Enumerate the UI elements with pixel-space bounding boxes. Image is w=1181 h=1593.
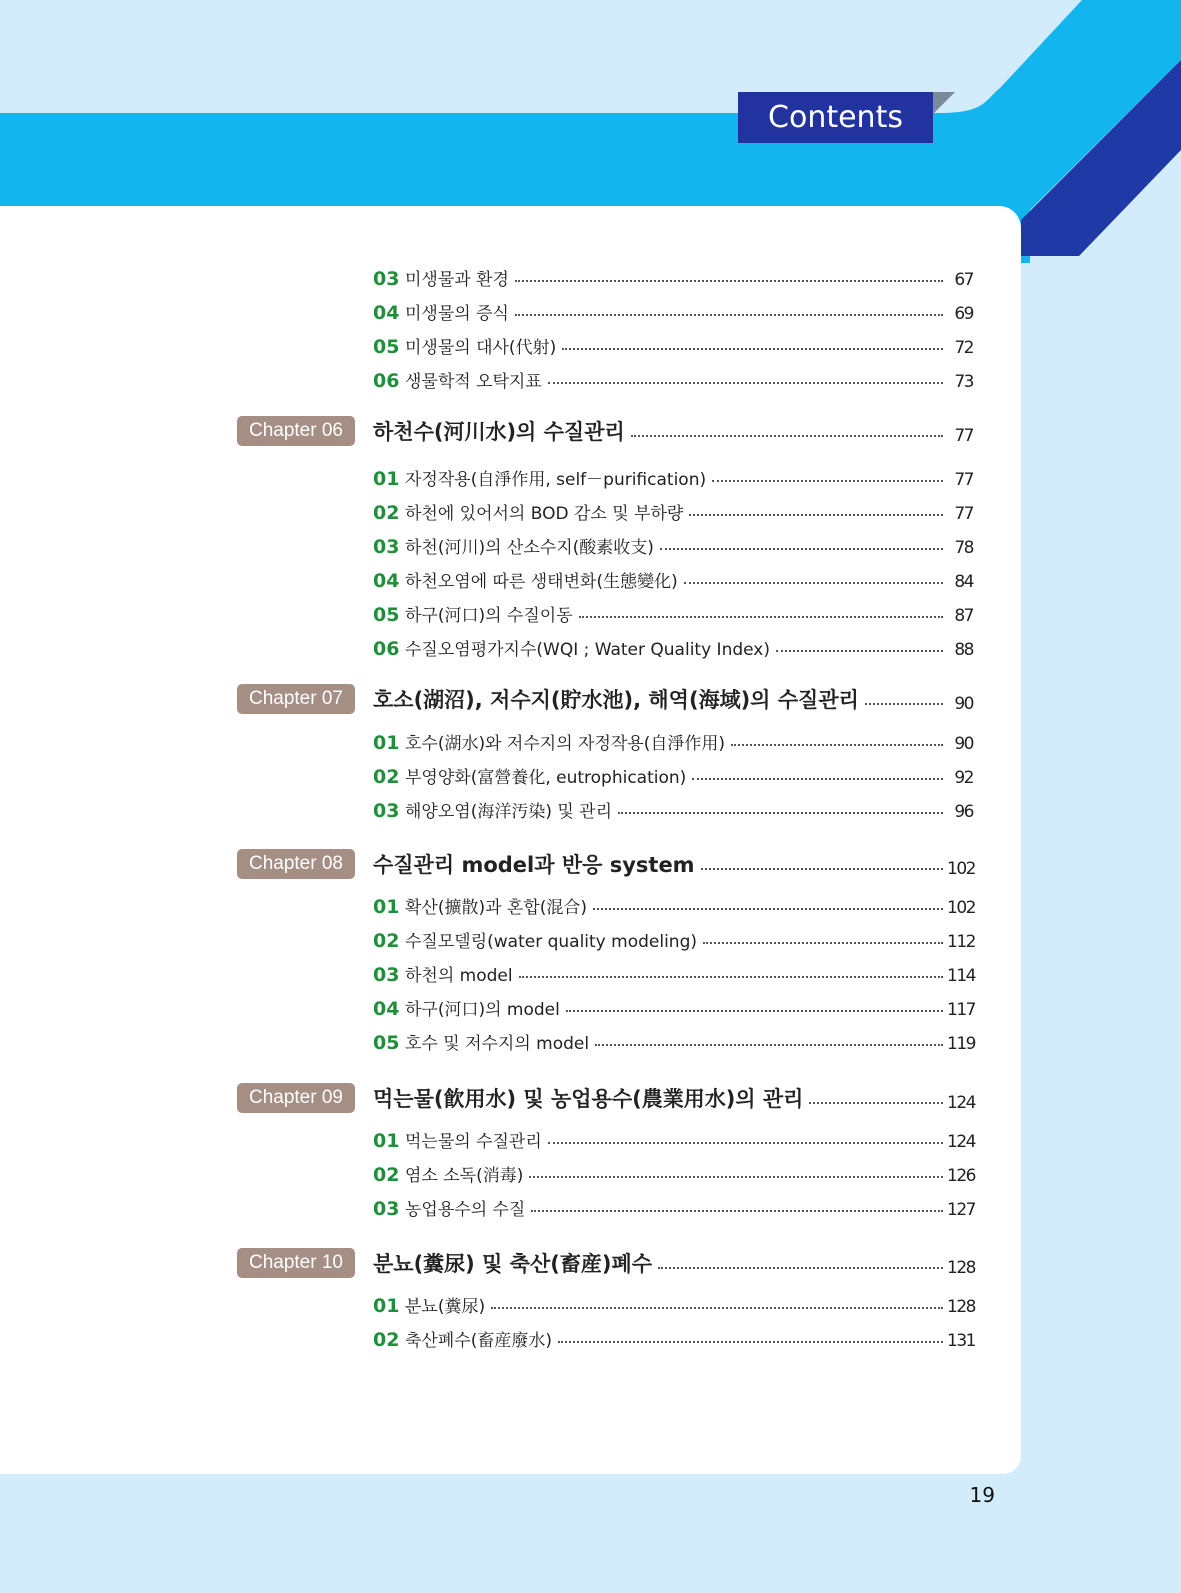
chapter-page: 128 bbox=[947, 1258, 975, 1278]
toc-item[interactable] bbox=[373, 362, 973, 392]
item-title: 하구(河口)의 model bbox=[405, 1000, 560, 1020]
toc-item[interactable] bbox=[373, 328, 973, 358]
dot-leader bbox=[562, 348, 943, 350]
dot-leader bbox=[593, 908, 943, 910]
item-number: 06 bbox=[373, 370, 400, 392]
item-title: 하천에 있어서의 BOD 감소 및 부하량 bbox=[405, 504, 684, 524]
item-number: 03 bbox=[373, 268, 400, 290]
chapter-08-heading[interactable] bbox=[373, 845, 973, 879]
dot-leader bbox=[684, 582, 943, 584]
item-number: 02 bbox=[373, 502, 400, 524]
dot-leader bbox=[519, 976, 943, 978]
chapter-09-heading[interactable] bbox=[373, 1079, 973, 1113]
item-number: 01 bbox=[373, 468, 400, 490]
item-title: 호수(湖水)와 저수지의 자정작용(自淨作用) bbox=[405, 734, 725, 754]
item-page: 72 bbox=[954, 338, 973, 358]
dot-leader bbox=[515, 280, 943, 282]
toc-item[interactable] bbox=[373, 260, 973, 290]
item-page: 92 bbox=[954, 768, 973, 788]
item-page: 112 bbox=[947, 932, 975, 952]
chapter-title: 분뇨(糞尿) 및 축산(畜産)폐수 bbox=[373, 1252, 653, 1276]
item-title: 농업용수의 수질 bbox=[405, 1200, 526, 1220]
toc-item[interactable] bbox=[373, 1156, 973, 1186]
item-number: 02 bbox=[373, 766, 400, 788]
dot-leader bbox=[658, 1267, 943, 1269]
dot-leader bbox=[529, 1176, 943, 1178]
dot-leader bbox=[692, 778, 943, 780]
dot-leader bbox=[865, 703, 943, 705]
item-title: 하천오염에 따른 생태변화(生態變化) bbox=[405, 572, 678, 592]
item-number: 02 bbox=[373, 1164, 400, 1186]
dot-leader bbox=[703, 942, 943, 944]
chapter-title: 수질관리 model과 반응 system bbox=[373, 853, 695, 877]
item-number: 04 bbox=[373, 998, 400, 1020]
toc-item[interactable] bbox=[373, 630, 973, 660]
dot-leader bbox=[631, 435, 943, 437]
item-number: 02 bbox=[373, 1329, 400, 1351]
chapter-page: 124 bbox=[947, 1093, 975, 1113]
item-title: 확산(擴散)과 혼합(混合) bbox=[405, 898, 588, 918]
dot-leader bbox=[809, 1102, 943, 1104]
toc-item[interactable] bbox=[373, 460, 973, 490]
item-page: 87 bbox=[954, 606, 973, 626]
item-number: 05 bbox=[373, 604, 400, 626]
toc-item[interactable] bbox=[373, 1122, 973, 1152]
item-number: 03 bbox=[373, 536, 400, 558]
item-number: 01 bbox=[373, 896, 400, 918]
dot-leader bbox=[515, 314, 943, 316]
item-page: 128 bbox=[947, 1297, 975, 1317]
item-page: 84 bbox=[954, 572, 973, 592]
chapter-06-chip: Chapter 06 bbox=[237, 416, 355, 446]
item-number: 03 bbox=[373, 800, 400, 822]
chapter-page: 90 bbox=[954, 694, 973, 714]
item-number: 01 bbox=[373, 1130, 400, 1152]
toc-item[interactable] bbox=[373, 1024, 973, 1054]
item-page: 73 bbox=[954, 372, 973, 392]
dot-leader bbox=[618, 812, 943, 814]
chapter-10-heading[interactable] bbox=[373, 1244, 973, 1278]
chapter-page: 77 bbox=[954, 426, 973, 446]
toc-item[interactable] bbox=[373, 596, 973, 626]
dot-leader bbox=[491, 1307, 943, 1309]
dot-leader bbox=[579, 616, 943, 618]
item-number: 01 bbox=[373, 1295, 400, 1317]
toc-item[interactable] bbox=[373, 1321, 973, 1351]
item-page: 69 bbox=[954, 304, 973, 324]
item-title: 축산폐수(畜産廢水) bbox=[405, 1331, 552, 1351]
dot-leader bbox=[531, 1210, 943, 1212]
chapter-title: 호소(湖沼), 저수지(貯水池), 해역(海域)의 수질관리 bbox=[373, 688, 859, 712]
toc-item[interactable] bbox=[373, 494, 973, 524]
item-page: 131 bbox=[947, 1331, 975, 1351]
item-title: 수질모델링(water quality modeling) bbox=[405, 932, 697, 952]
item-number: 05 bbox=[373, 1032, 400, 1054]
item-title: 부영양화(富營養化, eutrophication) bbox=[405, 768, 687, 788]
item-number: 06 bbox=[373, 638, 400, 660]
item-page: 102 bbox=[947, 898, 975, 918]
item-title: 하천(河川)의 산소수지(酸素收支) bbox=[405, 538, 654, 558]
tab-fold-corner bbox=[933, 92, 955, 114]
toc-item[interactable] bbox=[373, 528, 973, 558]
dot-leader bbox=[660, 548, 943, 550]
toc-item[interactable] bbox=[373, 888, 973, 918]
item-title: 미생물의 증식 bbox=[405, 304, 509, 324]
chapter-09-chip: Chapter 09 bbox=[237, 1083, 355, 1113]
chapter-07-chip: Chapter 07 bbox=[237, 684, 355, 714]
item-page: 67 bbox=[954, 270, 973, 290]
dot-leader bbox=[595, 1044, 943, 1046]
item-number: 01 bbox=[373, 732, 400, 754]
item-number: 02 bbox=[373, 930, 400, 952]
item-page: 126 bbox=[947, 1166, 975, 1186]
dot-leader bbox=[701, 868, 943, 870]
item-title: 해양오염(海洋汚染) 및 관리 bbox=[405, 802, 613, 822]
chapter-title: 먹는물(飮用水) 및 농업용수(農業用水)의 관리 bbox=[373, 1087, 804, 1111]
item-page: 119 bbox=[947, 1034, 975, 1054]
dot-leader bbox=[712, 480, 943, 482]
item-number: 05 bbox=[373, 336, 400, 358]
item-page: 114 bbox=[947, 966, 975, 986]
toc-item[interactable] bbox=[373, 1287, 973, 1317]
item-number: 03 bbox=[373, 964, 400, 986]
toc-item[interactable] bbox=[373, 724, 973, 754]
page-number: 19 bbox=[969, 1483, 995, 1507]
item-title: 미생물의 대사(代射) bbox=[405, 338, 557, 358]
toc-item[interactable] bbox=[373, 1190, 973, 1220]
dot-leader bbox=[548, 382, 943, 384]
item-page: 77 bbox=[954, 504, 973, 524]
dot-leader bbox=[776, 650, 943, 652]
item-title: 자정작용(自淨作用, self－purification) bbox=[405, 470, 707, 490]
chapter-page: 102 bbox=[947, 859, 975, 879]
item-title: 분뇨(糞尿) bbox=[405, 1297, 486, 1317]
item-number: 04 bbox=[373, 302, 400, 324]
chapter-06-heading[interactable] bbox=[373, 412, 973, 446]
dot-leader bbox=[548, 1142, 943, 1144]
contents-tab: Contents bbox=[738, 92, 933, 143]
item-page: 88 bbox=[954, 640, 973, 660]
dot-leader bbox=[558, 1341, 943, 1343]
content-card bbox=[0, 206, 1021, 1474]
dot-leader bbox=[731, 744, 943, 746]
toc-item[interactable] bbox=[373, 922, 973, 952]
item-title: 호수 및 저수지의 model bbox=[405, 1034, 590, 1054]
item-title: 먹는물의 수질관리 bbox=[405, 1132, 542, 1152]
item-title: 하천의 model bbox=[405, 966, 513, 986]
item-title: 생물학적 오탁지표 bbox=[405, 372, 542, 392]
chapter-08-chip: Chapter 08 bbox=[237, 849, 355, 879]
toc-item[interactable] bbox=[373, 956, 973, 986]
item-number: 04 bbox=[373, 570, 400, 592]
item-page: 127 bbox=[947, 1200, 975, 1220]
item-page: 124 bbox=[947, 1132, 975, 1152]
toc-item[interactable] bbox=[373, 792, 973, 822]
chapter-title: 하천수(河川水)의 수질관리 bbox=[373, 420, 625, 444]
item-page: 77 bbox=[954, 470, 973, 490]
toc-item[interactable] bbox=[373, 990, 973, 1020]
toc-item[interactable] bbox=[373, 562, 973, 592]
chapter-10-chip: Chapter 10 bbox=[237, 1248, 355, 1278]
item-number: 03 bbox=[373, 1198, 400, 1220]
item-title: 하구(河口)의 수질이동 bbox=[405, 606, 573, 626]
item-page: 96 bbox=[954, 802, 973, 822]
dot-leader bbox=[566, 1010, 943, 1012]
item-page: 117 bbox=[947, 1000, 975, 1020]
item-title: 미생물과 환경 bbox=[405, 270, 509, 290]
toc-item[interactable] bbox=[373, 294, 973, 324]
chapter-07-heading[interactable] bbox=[373, 680, 973, 714]
item-page: 90 bbox=[954, 734, 973, 754]
item-page: 78 bbox=[954, 538, 973, 558]
item-title: 염소 소독(消毒) bbox=[405, 1166, 524, 1186]
item-title: 수질오염평가지수(WQI ; Water Quality Index) bbox=[405, 640, 770, 660]
dot-leader bbox=[689, 514, 943, 516]
toc-item[interactable] bbox=[373, 758, 973, 788]
